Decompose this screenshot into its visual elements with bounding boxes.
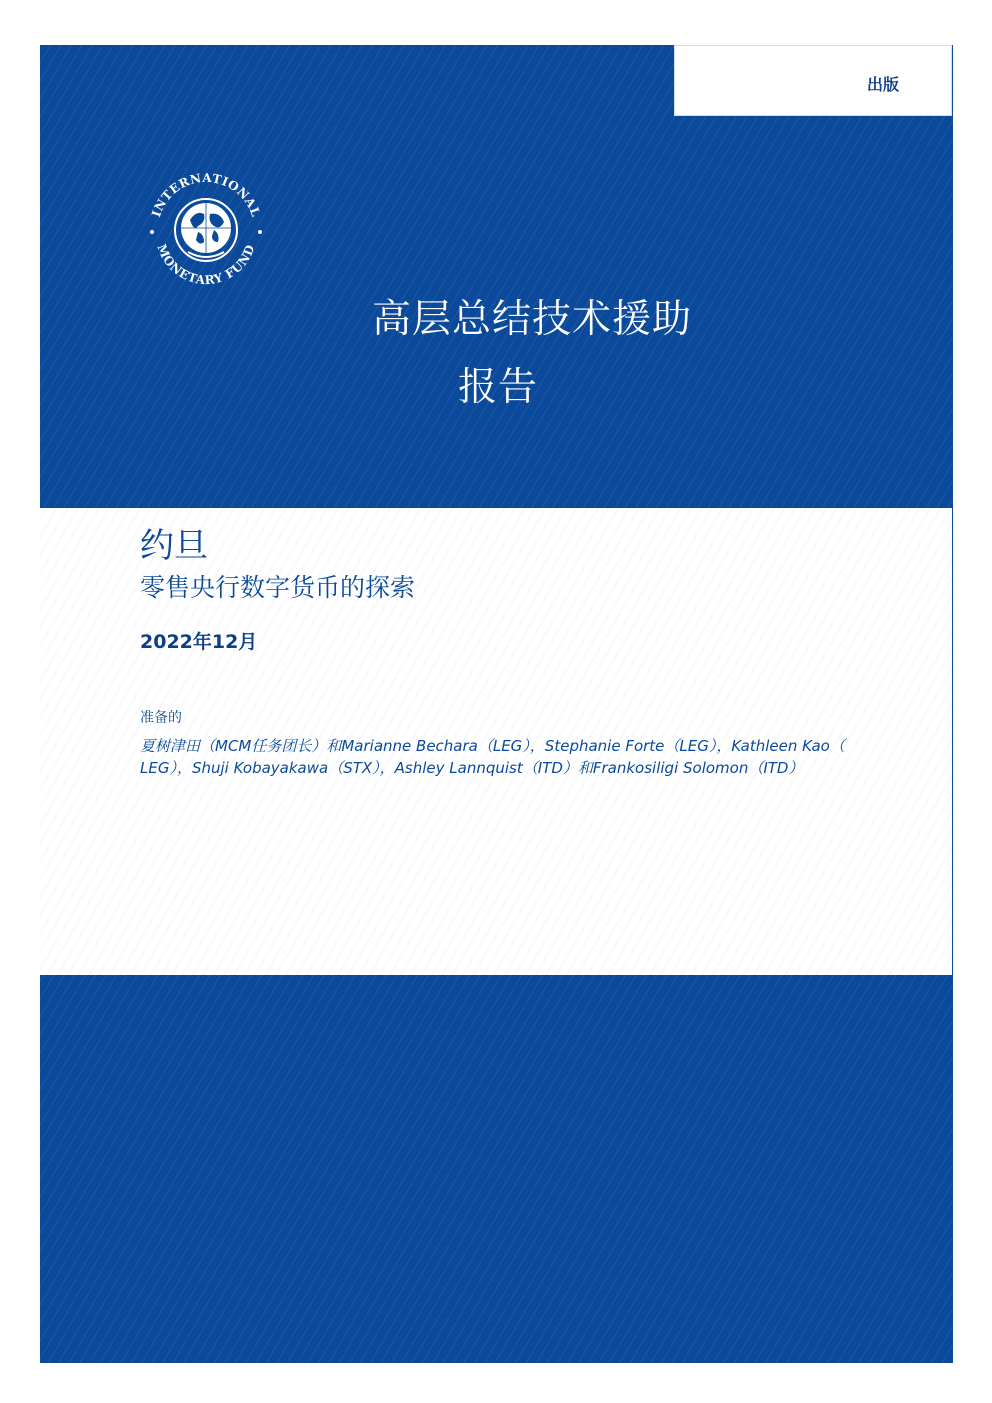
authors-line-2: LEG），Shuji Kobayakawa（STX），Ashley Lannquist（ITD）和Frankosiligi Solomon（ITD） <box>140 759 804 777</box>
title-band <box>40 508 952 975</box>
publication-label: 出版 <box>866 75 899 94</box>
country-name: 约旦 <box>140 526 208 566</box>
svg-text:INTERNATIONAL: INTERNATIONAL <box>149 170 263 219</box>
svg-text:MONETARY FUND: MONETARY FUND <box>154 242 258 288</box>
publication-box <box>674 45 952 116</box>
authors-line-1: 夏树津田（MCM任务团长）和Marianne Bechara（LEG），Stephanie Forte（LEG），Kathleen Kao（ <box>140 737 845 755</box>
publication-date: 2022年12月 <box>140 631 258 653</box>
imf-seal-icon <box>144 168 268 292</box>
report-title-line-1: 高层总结技术援助 <box>372 297 693 342</box>
prepared-by-label: 准备的 <box>140 710 182 726</box>
report-subtitle: 零售央行数字货币的探索 <box>140 573 416 602</box>
authors-list <box>140 735 862 779</box>
report-title-line-2: 报告 <box>458 365 539 410</box>
